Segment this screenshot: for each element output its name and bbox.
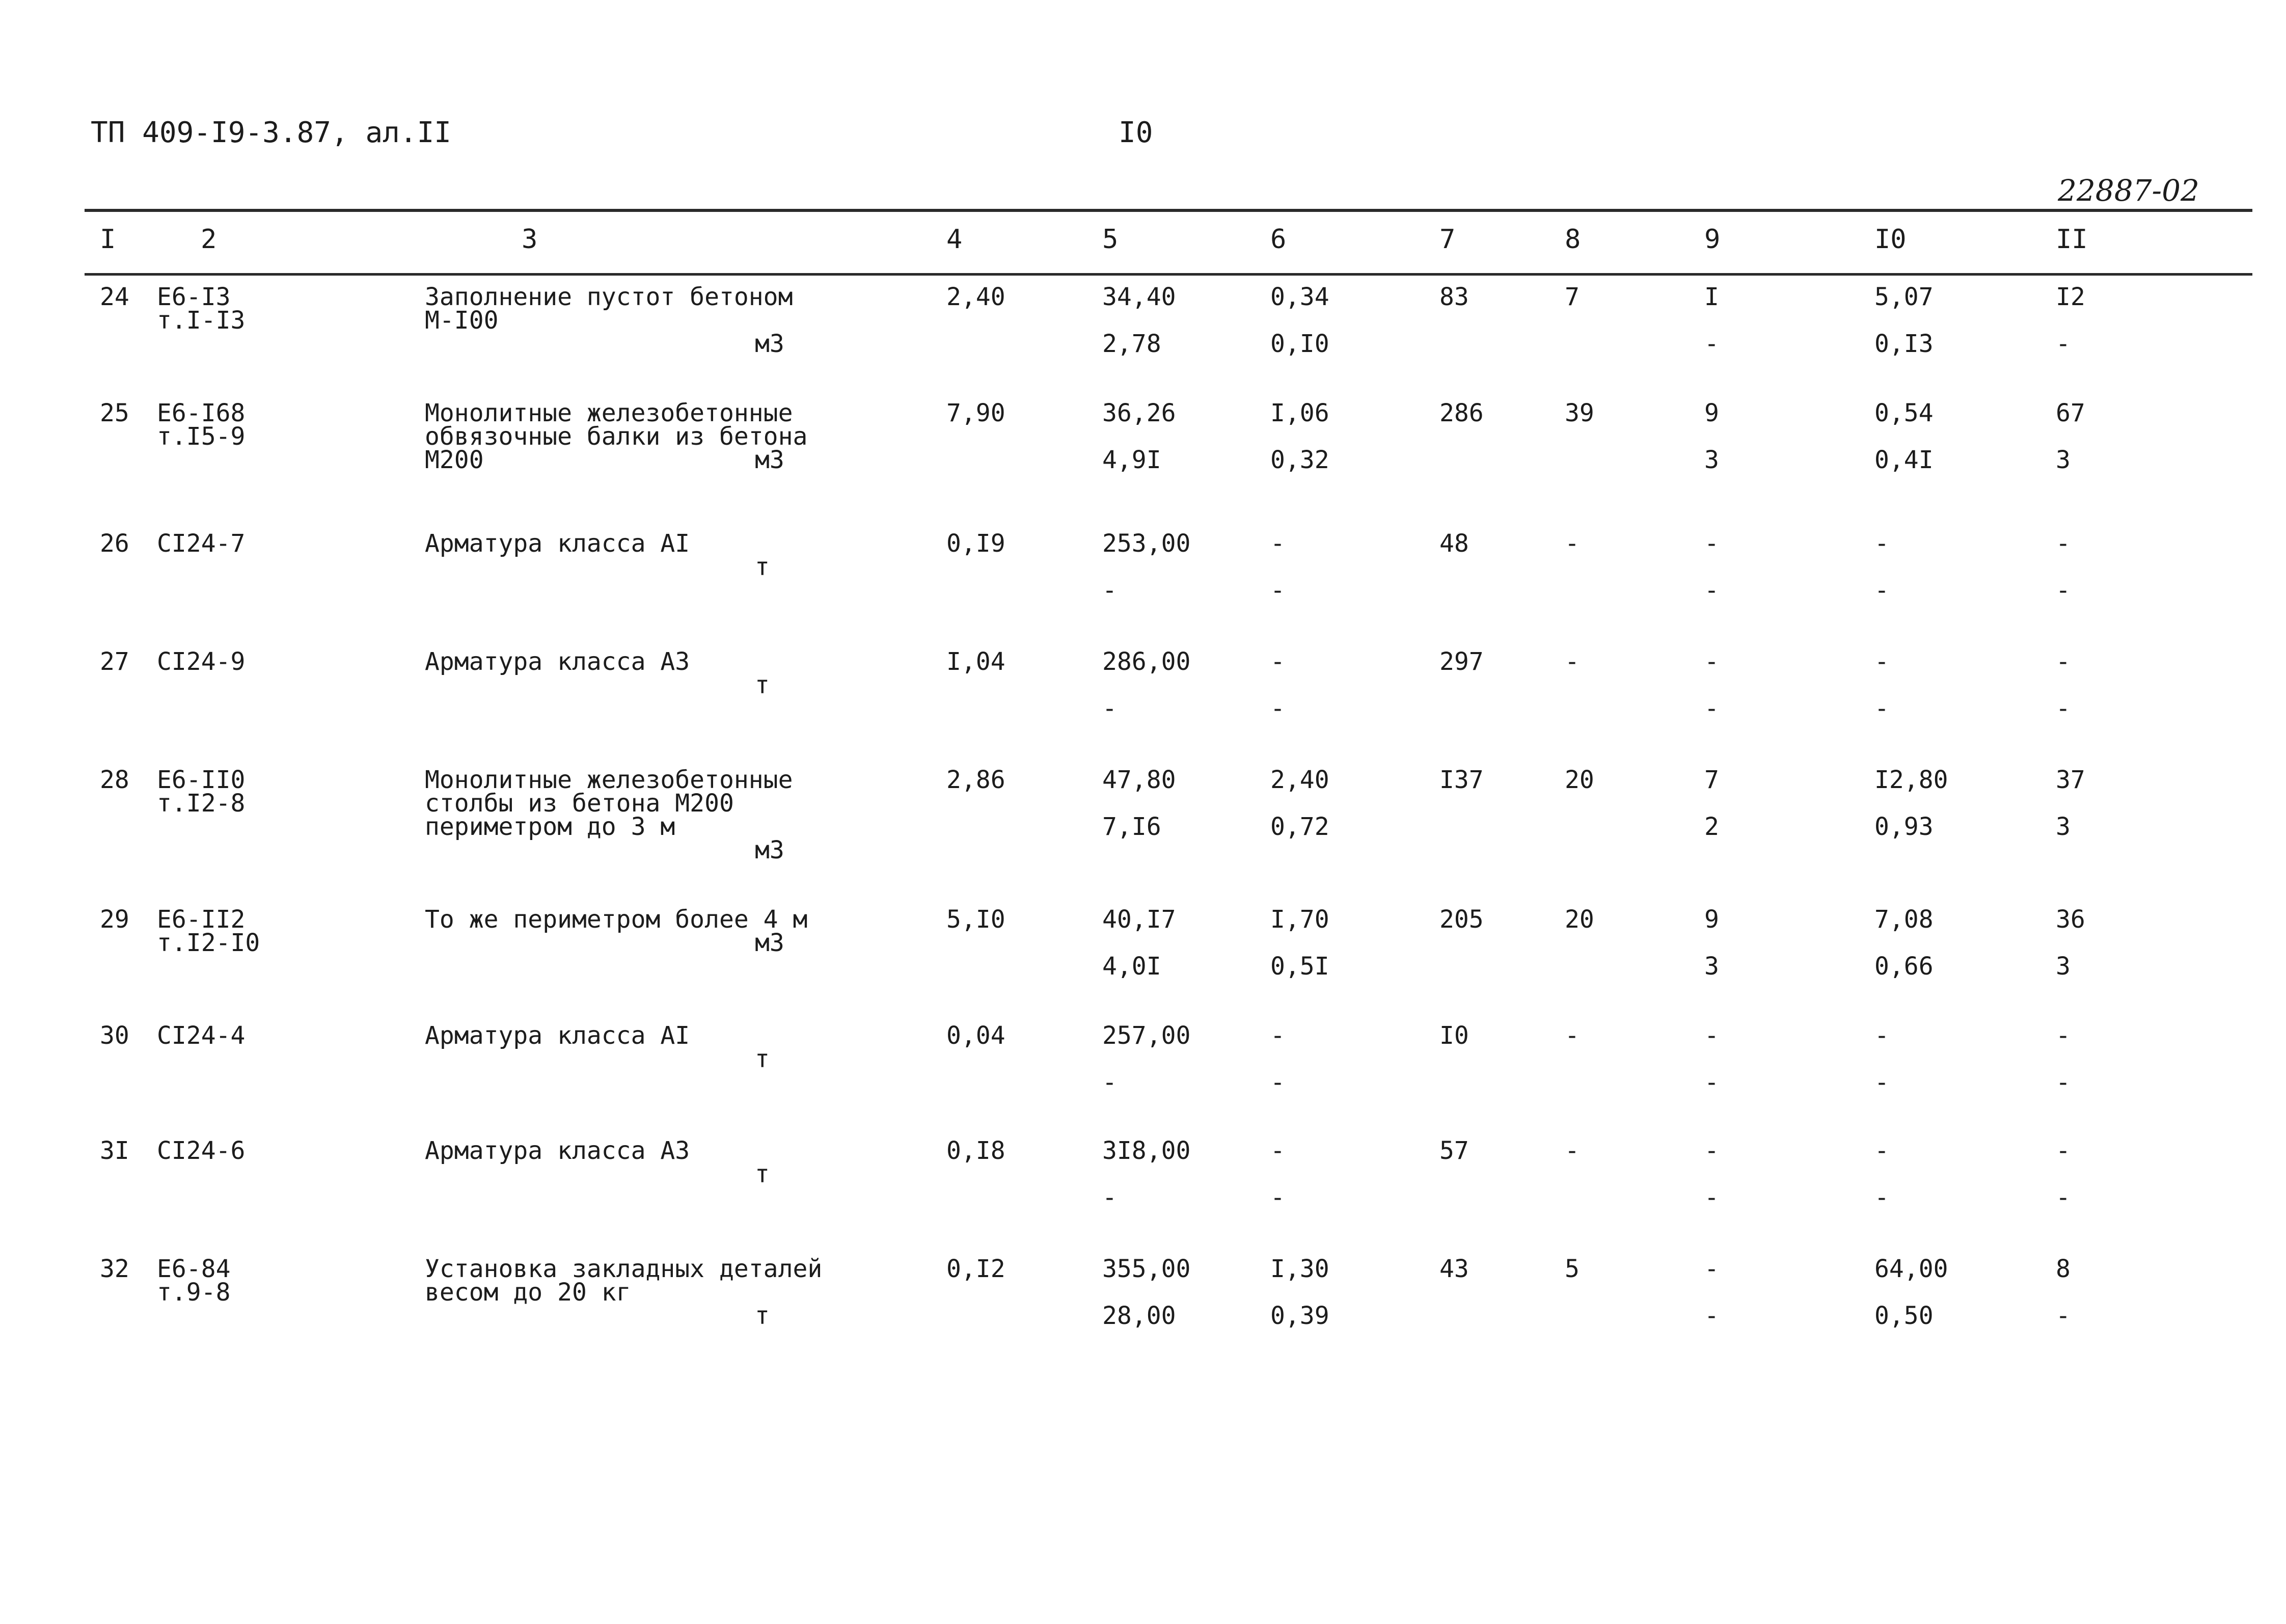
unit-cost-value: 355,00 xyxy=(1102,1255,1191,1283)
unit-cost-wage-value: 4,0I xyxy=(1102,952,1161,981)
norm-code: СI24-7 xyxy=(157,529,246,558)
machine-total-value: - xyxy=(1704,529,1719,558)
machine-wage-value: - xyxy=(1270,1068,1285,1097)
handwritten-number: 22887-02 xyxy=(2058,173,2199,208)
machine-total-value: - xyxy=(1704,1021,1719,1050)
unit-cost-value: 257,00 xyxy=(1102,1021,1191,1050)
unit-of-measure: м3 xyxy=(755,929,784,957)
row-number: 3I xyxy=(100,1136,129,1165)
unit-of-measure: м3 xyxy=(755,330,784,358)
labor-total-value: - xyxy=(2056,1021,2071,1050)
work-description: То же периметром более 4 м xyxy=(425,905,808,934)
machine-cost-value: I,06 xyxy=(1270,399,1329,427)
total-cost-value: 83 xyxy=(1439,283,1469,311)
machine-wage-value: 0,5I xyxy=(1270,952,1329,981)
norm-code: Е6-84 т.9-8 xyxy=(157,1255,231,1307)
total-cost-value: 43 xyxy=(1439,1255,1469,1283)
labor-total-value: I2 xyxy=(2056,283,2085,311)
machine-cost-value: I,30 xyxy=(1270,1255,1329,1283)
column-header-4: 4 xyxy=(946,224,963,255)
table-header-rule xyxy=(85,273,2252,276)
column-header-6: 6 xyxy=(1270,224,1287,255)
machine-wage-total-value: - xyxy=(1704,330,1719,358)
labor-machinist-total-value: 3 xyxy=(2056,813,2071,841)
wage-total-value: 5 xyxy=(1565,1255,1580,1283)
column-header-8: 8 xyxy=(1565,224,1581,255)
row-number: 30 xyxy=(100,1021,129,1050)
machine-wage-total-value: - xyxy=(1704,1183,1719,1212)
document-code: ТП 409-I9-3.87, ал.II xyxy=(91,116,452,149)
labor-machinist-value: 0,I3 xyxy=(1874,330,1934,358)
unit-cost-value: 34,40 xyxy=(1102,283,1176,311)
total-cost-value: 286 xyxy=(1439,399,1484,427)
unit-cost-wage-value: 2,78 xyxy=(1102,330,1161,358)
unit-cost-wage-value: - xyxy=(1102,1068,1117,1097)
quantity-value: 0,I2 xyxy=(946,1255,1005,1283)
machine-wage-value: - xyxy=(1270,1183,1285,1212)
labor-total-value: 8 xyxy=(2056,1255,2071,1283)
unit-of-measure: т xyxy=(755,553,770,581)
quantity-value: 2,86 xyxy=(946,766,1005,794)
machine-cost-value: - xyxy=(1270,1136,1285,1165)
labor-value: - xyxy=(1874,1136,1889,1165)
machine-wage-total-value: - xyxy=(1704,694,1719,723)
wage-total-value: - xyxy=(1565,1021,1580,1050)
machine-wage-total-value: - xyxy=(1704,1302,1719,1330)
column-header-3: 3 xyxy=(522,224,538,255)
work-description: Монолитные железобетонные столбы из бетона М200 периметром до 3 м xyxy=(425,766,793,841)
row-number: 25 xyxy=(100,399,129,427)
machine-cost-value: 2,40 xyxy=(1270,766,1329,794)
labor-machinist-total-value: - xyxy=(2056,1302,2071,1330)
wage-total-value: 7 xyxy=(1565,283,1580,311)
total-cost-value: 57 xyxy=(1439,1136,1469,1165)
norm-code: Е6-II0 т.I2-8 xyxy=(157,766,246,818)
unit-of-measure: м3 xyxy=(755,446,784,474)
labor-total-value: - xyxy=(2056,647,2071,676)
labor-machinist-value: 0,50 xyxy=(1874,1302,1934,1330)
labor-total-value: 37 xyxy=(2056,766,2085,794)
row-number: 24 xyxy=(100,283,129,311)
machine-wage-value: 0,32 xyxy=(1270,446,1329,474)
labor-machinist-value: - xyxy=(1874,1068,1889,1097)
work-description: Арматура класса АI xyxy=(425,1021,690,1050)
machine-cost-value: - xyxy=(1270,647,1285,676)
labor-value: - xyxy=(1874,1021,1889,1050)
column-header-5: 5 xyxy=(1102,224,1119,255)
unit-of-measure: т xyxy=(755,1160,770,1188)
labor-value: - xyxy=(1874,529,1889,558)
unit-cost-wage-value: - xyxy=(1102,1183,1117,1212)
quantity-value: 0,I8 xyxy=(946,1136,1005,1165)
labor-total-value: - xyxy=(2056,529,2071,558)
page-number: I0 xyxy=(1119,116,1153,149)
machine-wage-value: 0,39 xyxy=(1270,1302,1329,1330)
wage-total-value: 20 xyxy=(1565,905,1594,934)
labor-machinist-total-value: - xyxy=(2056,1068,2071,1097)
column-header-1: I xyxy=(100,224,116,255)
machine-wage-value: - xyxy=(1270,694,1285,723)
labor-total-value: - xyxy=(2056,1136,2071,1165)
work-description: Арматура класса А3 xyxy=(425,1136,690,1165)
machine-wage-value: 0,I0 xyxy=(1270,330,1329,358)
unit-cost-wage-value: - xyxy=(1102,694,1117,723)
labor-machinist-total-value: - xyxy=(2056,576,2071,605)
quantity-value: 2,40 xyxy=(946,283,1005,311)
work-description: Заполнение пустот бетоном М-I00 xyxy=(425,283,793,335)
wage-total-value: - xyxy=(1565,647,1580,676)
norm-code: Е6-I3 т.I-I3 xyxy=(157,283,246,335)
labor-value: 0,54 xyxy=(1874,399,1934,427)
labor-machinist-value: 0,66 xyxy=(1874,952,1934,981)
machine-wage-value: 0,72 xyxy=(1270,813,1329,841)
unit-of-measure: т xyxy=(755,1302,770,1330)
total-cost-value: 48 xyxy=(1439,529,1469,558)
unit-cost-wage-value: 7,I6 xyxy=(1102,813,1161,841)
labor-machinist-total-value: - xyxy=(2056,1183,2071,1212)
machine-wage-total-value: 3 xyxy=(1704,952,1719,981)
machine-wage-total-value: 3 xyxy=(1704,446,1719,474)
labor-value: I2,80 xyxy=(1874,766,1948,794)
unit-of-measure: т xyxy=(755,1045,770,1073)
quantity-value: 0,04 xyxy=(946,1021,1005,1050)
labor-machinist-value: 0,93 xyxy=(1874,813,1934,841)
machine-wage-total-value: - xyxy=(1704,576,1719,605)
work-description: Арматура класса А3 xyxy=(425,647,690,676)
column-header-2: 2 xyxy=(201,224,217,255)
machine-total-value: 7 xyxy=(1704,766,1719,794)
labor-machinist-total-value: - xyxy=(2056,330,2071,358)
total-cost-value: I37 xyxy=(1439,766,1484,794)
labor-value: 5,07 xyxy=(1874,283,1934,311)
unit-cost-value: 47,80 xyxy=(1102,766,1176,794)
quantity-value: 5,I0 xyxy=(946,905,1005,934)
labor-machinist-total-value: 3 xyxy=(2056,446,2071,474)
labor-total-value: 67 xyxy=(2056,399,2085,427)
column-header-10: I0 xyxy=(1874,224,1907,255)
unit-cost-wage-value: 4,9I xyxy=(1102,446,1161,474)
row-number: 29 xyxy=(100,905,129,934)
total-cost-value: I0 xyxy=(1439,1021,1469,1050)
norm-code: СI24-6 xyxy=(157,1136,246,1165)
unit-of-measure: т xyxy=(755,671,770,699)
unit-cost-value: 3I8,00 xyxy=(1102,1136,1191,1165)
unit-cost-value: 40,I7 xyxy=(1102,905,1176,934)
norm-code: СI24-9 xyxy=(157,647,246,676)
machine-total-value: - xyxy=(1704,1255,1719,1283)
unit-cost-wage-value: - xyxy=(1102,576,1117,605)
labor-value: 7,08 xyxy=(1874,905,1934,934)
labor-value: - xyxy=(1874,647,1889,676)
wage-total-value: 20 xyxy=(1565,766,1594,794)
unit-cost-value: 253,00 xyxy=(1102,529,1191,558)
labor-machinist-total-value: - xyxy=(2056,694,2071,723)
row-number: 32 xyxy=(100,1255,129,1283)
row-number: 26 xyxy=(100,529,129,558)
machine-total-value: - xyxy=(1704,1136,1719,1165)
machine-cost-value: I,70 xyxy=(1270,905,1329,934)
labor-machinist-value: - xyxy=(1874,576,1889,605)
machine-cost-value: - xyxy=(1270,1021,1285,1050)
labor-machinist-value: - xyxy=(1874,694,1889,723)
machine-total-value: - xyxy=(1704,647,1719,676)
work-description: Арматура класса АI xyxy=(425,529,690,558)
total-cost-value: 297 xyxy=(1439,647,1484,676)
column-header-9: 9 xyxy=(1704,224,1721,255)
norm-code: СI24-4 xyxy=(157,1021,246,1050)
machine-total-value: 9 xyxy=(1704,399,1719,427)
machine-wage-total-value: 2 xyxy=(1704,813,1719,841)
wage-total-value: - xyxy=(1565,529,1580,558)
column-header-11: II xyxy=(2056,224,2088,255)
unit-cost-value: 286,00 xyxy=(1102,647,1191,676)
labor-machinist-value: 0,4I xyxy=(1874,446,1934,474)
labor-machinist-value: - xyxy=(1874,1183,1889,1212)
labor-machinist-total-value: 3 xyxy=(2056,952,2071,981)
row-number: 28 xyxy=(100,766,129,794)
column-header-7: 7 xyxy=(1439,224,1456,255)
work-description: Установка закладных деталей весом до 20 кг xyxy=(425,1255,823,1307)
wage-total-value: 39 xyxy=(1565,399,1594,427)
work-description: Монолитные железобетонные обвязочные балки из бетона М200 xyxy=(425,399,808,474)
unit-cost-wage-value: 28,00 xyxy=(1102,1302,1176,1330)
machine-cost-value: 0,34 xyxy=(1270,283,1329,311)
machine-total-value: I xyxy=(1704,283,1719,311)
unit-of-measure: м3 xyxy=(755,836,784,864)
wage-total-value: - xyxy=(1565,1136,1580,1165)
unit-cost-value: 36,26 xyxy=(1102,399,1176,427)
labor-value: 64,00 xyxy=(1874,1255,1948,1283)
machine-wage-total-value: - xyxy=(1704,1068,1719,1097)
machine-wage-value: - xyxy=(1270,576,1285,605)
machine-cost-value: - xyxy=(1270,529,1285,558)
norm-code: Е6-I68 т.I5-9 xyxy=(157,399,246,451)
quantity-value: 7,90 xyxy=(946,399,1005,427)
row-number: 27 xyxy=(100,647,129,676)
machine-total-value: 9 xyxy=(1704,905,1719,934)
quantity-value: I,04 xyxy=(946,647,1005,676)
quantity-value: 0,I9 xyxy=(946,529,1005,558)
table-top-rule xyxy=(85,209,2252,212)
labor-total-value: 36 xyxy=(2056,905,2085,934)
total-cost-value: 205 xyxy=(1439,905,1484,934)
norm-code: Е6-II2 т.I2-I0 xyxy=(157,905,260,957)
